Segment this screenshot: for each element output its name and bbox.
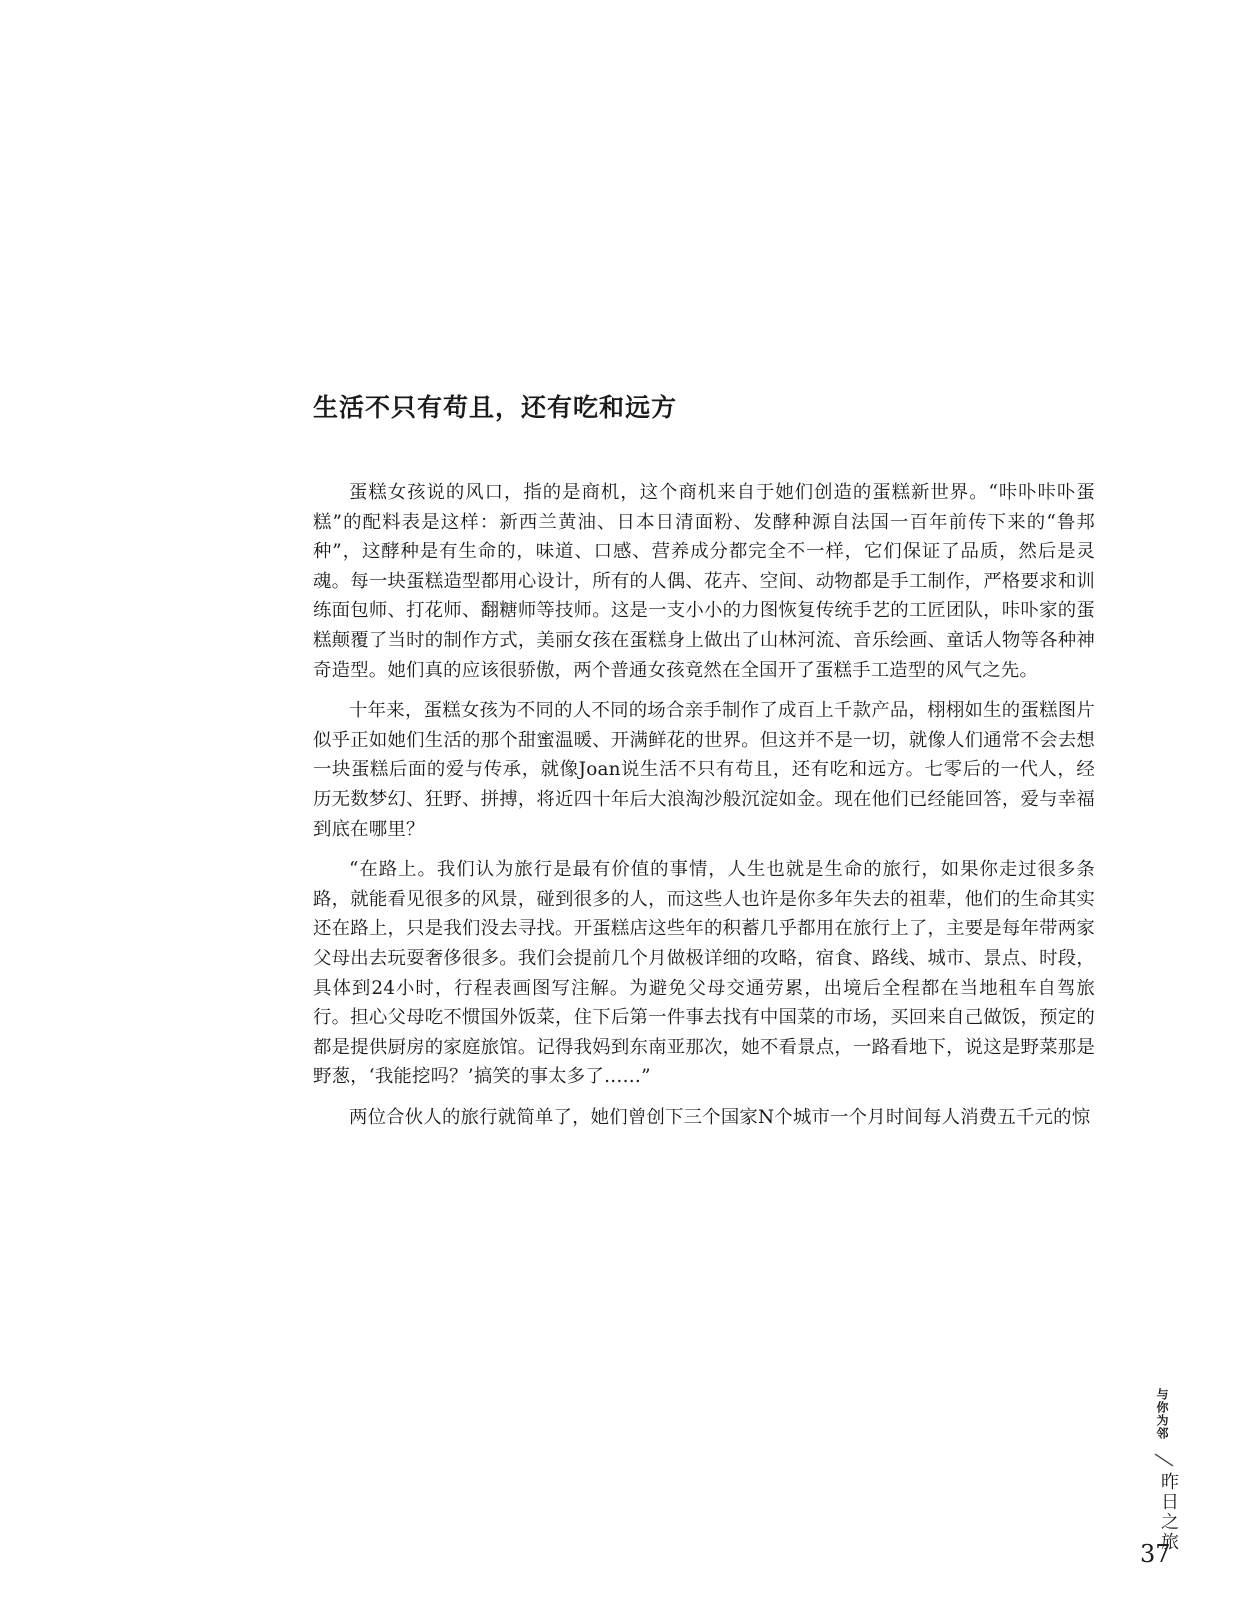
paragraph: 两位合伙人的旅行就简单了，她们曾创下三个国家N个城市一个月时间每人消费五千元的惊: [349, 1106, 1091, 1128]
paragraph: 十年来，蛋糕女孩为不同的人不同的场合亲手制作了成百上千款产品，栩栩如生的蛋糕图片似乎正如她们生活的那个甜蜜温暖、开满鲜花的世界。但这并不是一切，就像人们通常不会去想一块蛋糕后面的爱与传承，就像Joan说生活不只有苟且，还有吃和远方。七零后的一代人，经历无数梦幻、狂野、拼搏，将近四十年后大浪淘沙般沉淀如金。现在他们已经能回答，爱与幸福到底在哪里？: [313, 700, 1095, 840]
running-footer: [1146, 1388, 1186, 1552]
column-name: 与你为邻: [1155, 1388, 1169, 1440]
chapter-name: 昨日之旅: [1158, 1472, 1179, 1552]
article-body: [313, 478, 1095, 1143]
paragraph: “在路上。我们认为旅行是最有价值的事情，人生也就是生命的旅行，如果你走过很多条路，就能看见很多的风景，碰到很多的人，而这些人也许是你多年失去的祖辈，他们的生命其实还在路上，只是我们没去寻找。开蛋糕店这些年的积蓄几乎都用在旅行上了，主要是每年带两家父母出去玩耍奢侈很多。我们会提前几个月做极详细的攻略，宿食、路线、城市、景点、时段，具体到24小时，行程表画图写注解。为避免父母交通劳累，出境后全程都在当地租车自驾旅行。担心父母吃不惯国外饭菜，住下后第一件事去找有中国菜的市场，买回来自己做饭，预定的都是提供厨房的家庭旅馆。记得我妈到东南亚那次，她不看景点，一路看地下，说这是野菜那是野葱，‘我能挖吗？’搞笑的事太多了……”: [313, 859, 1095, 1088]
paragraph: 蛋糕女孩说的风口，指的是商机，这个商机来自于她们创造的蛋糕新世界。“咔卟咔卟蛋糕”的配料表是这样：新西兰黄油、日本日清面粉、发酵种源自法国一百年前传下来的“鲁邦种”，这酵种是有生命的，味道、口感、营养成分都完全不一样，它们保证了品质，然后是灵魂。每一块蛋糕造型都用心设计，所有的人偶、花卉、空间、动物都是手工制作，严格要求和训练面包师、打花师、翻糖师等技师。这是一支小小的力图恢复传统手艺的工匠团队，咔卟家的蛋糕颠覆了当时的制作方式，美丽女孩在蛋糕身上做出了山林河流、音乐绘画、童话人物等各种神奇造型。她们真的应该很骄傲，两个普通女孩竟然在全国开了蛋糕手工造型的风气之先。: [313, 482, 1095, 681]
slash-divider: [1153, 1448, 1175, 1470]
page-number: 37: [1140, 1540, 1171, 1568]
section-heading: 生活不只有苟且，还有吃和远方: [313, 393, 678, 422]
